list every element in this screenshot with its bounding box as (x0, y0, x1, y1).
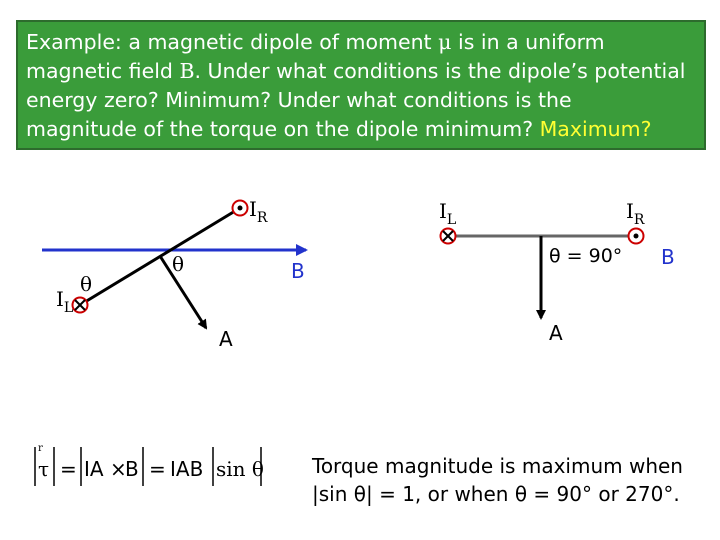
b-symbol: B (179, 59, 195, 83)
tau-symbol: τ (38, 457, 50, 481)
left-area-label: A (219, 327, 233, 351)
equals-2: = (149, 457, 166, 481)
ia-term: IA (84, 457, 104, 481)
sin-theta-term: sin θ (216, 457, 264, 481)
question-line1-end: is in a uniform (458, 30, 605, 54)
svg-text:IL (56, 287, 73, 316)
question-line4: magnitude of the torque on the dipole minimum? (26, 117, 534, 141)
current-in-icon (441, 229, 456, 244)
current-out-icon (233, 201, 248, 216)
mu-symbol: μ (438, 30, 452, 54)
left-il-subscript: L (63, 300, 74, 316)
question-line3: energy zero? Minimum? Under what conditions is the (26, 88, 572, 112)
maximum-highlight: Maximum? (539, 117, 652, 141)
right-ir-label: I (626, 199, 634, 223)
right-angle-label: θ = 90° (549, 245, 623, 267)
right-area-label: A (549, 321, 563, 345)
right-ir-subscript: R (633, 212, 645, 228)
question-line2-end: . Under what conditions is the dipole’s potential (194, 59, 686, 83)
svg-text:IR (249, 197, 268, 226)
question-line2-start: magnetic field (26, 59, 173, 83)
iab-term: IAB (170, 457, 204, 481)
left-field-label: B (291, 259, 305, 283)
question-line1-start: Example: a magnetic dipole of moment (26, 30, 432, 54)
current-out-icon (629, 229, 644, 244)
cross-symbol: × (110, 457, 127, 481)
svg-text:IR (626, 199, 645, 228)
left-il-label: I (56, 287, 64, 311)
tau-vector-arrow: r (38, 443, 43, 454)
right-il-label: I (439, 199, 447, 223)
conclusion-line2: |sin θ| = 1, or when θ = 90° or 270°. (312, 482, 680, 506)
svg-text:IL (439, 199, 456, 228)
conclusion-line1: Torque magnitude is maximum when (312, 454, 683, 478)
right-diagram (439, 199, 675, 345)
left-ir-subscript: R (256, 210, 268, 226)
left-diagram (42, 197, 306, 351)
equals-1: = (60, 457, 77, 481)
left-ir-label: I (249, 197, 257, 221)
conclusion-text (312, 452, 712, 508)
left-theta-top: θ (172, 252, 185, 276)
left-theta-left: θ (80, 272, 93, 296)
current-in-icon (73, 298, 88, 313)
right-field-label: B (661, 245, 675, 269)
b-term: B (125, 457, 139, 481)
right-il-subscript: L (446, 212, 457, 228)
torque-equation (35, 443, 264, 486)
